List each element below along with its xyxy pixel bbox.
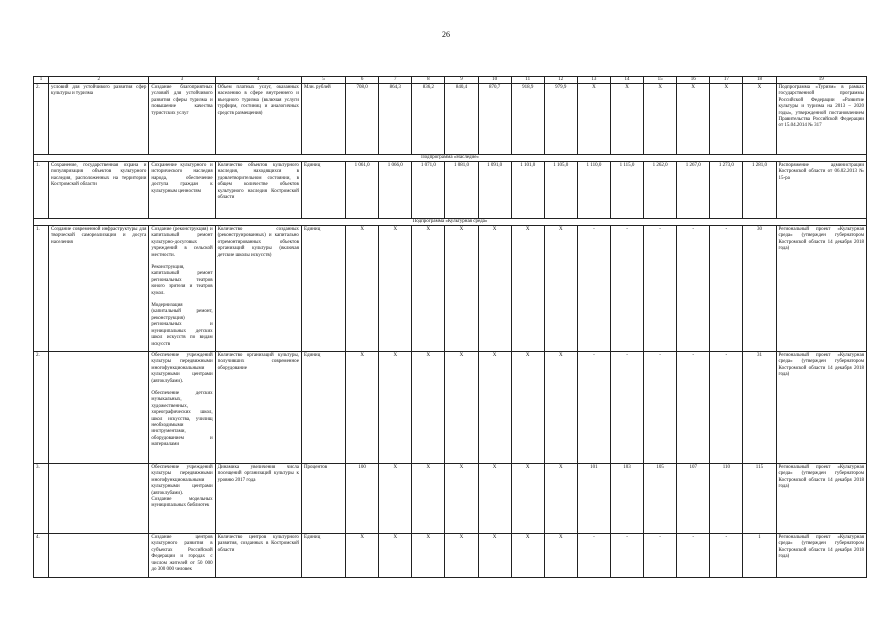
value-cell: 1 081,0 — [445, 162, 478, 219]
value-cell: Х — [379, 352, 412, 464]
value-cell: 1 066,0 — [379, 162, 412, 219]
event-paragraph: Обеспечение учреждений культуры передвижными многофункциональными культурными центрами (автоклубами). — [151, 353, 213, 384]
value-cell: - — [677, 534, 710, 578]
column-number-row — [34, 77, 867, 84]
value-cell: Х — [412, 226, 445, 352]
column-number: 8 — [412, 77, 445, 84]
value-cell: Х — [412, 534, 445, 578]
value-cell: 103 — [610, 464, 643, 534]
section-title: Подпрограмма «Культурная среда» — [34, 219, 867, 226]
value-cell: Х — [445, 464, 478, 534]
value-cell: Х — [346, 226, 379, 352]
value-cell: Х — [544, 352, 577, 464]
value-cell: 979,9 — [544, 84, 577, 155]
value-cell: Х — [511, 352, 544, 464]
task-cell: Сохранение, государственная охрана и популяризация объектов культурного наследия, расположенных на территории Костромской области — [49, 162, 149, 219]
value-cell: 110 — [710, 464, 743, 534]
unit-cell: Единиц — [301, 162, 345, 219]
row-number: 2. — [34, 352, 49, 464]
unit-cell: Единиц — [301, 352, 345, 464]
value-cell: - — [577, 226, 610, 352]
column-number: 14 — [610, 77, 643, 84]
value-cell: Х — [610, 84, 643, 155]
row-number: 2. — [34, 84, 49, 155]
value-cell: 1 101,0 — [511, 162, 544, 219]
section-row-heritage — [34, 155, 867, 162]
value-cell: 1 262,0 — [644, 162, 677, 219]
column-number: 17 — [710, 77, 743, 84]
column-number: 4 — [215, 77, 301, 84]
section-row-culture — [34, 219, 867, 226]
column-number: 10 — [478, 77, 511, 84]
source-cell: Региональный проект «Культурная среда» (утвержден губернатором Костромской области 14 декабря 2018 года) — [776, 464, 866, 534]
value-cell: Х — [544, 534, 577, 578]
value-cell: - — [610, 352, 643, 464]
value-cell: Х — [644, 84, 677, 155]
value-cell: 105 — [644, 464, 677, 534]
column-number: 2 — [49, 77, 149, 84]
column-number: 15 — [644, 77, 677, 84]
value-cell: - — [610, 534, 643, 578]
table-row-culture-1 — [34, 226, 867, 352]
column-number: 11 — [511, 77, 544, 84]
column-number: 5 — [301, 77, 345, 84]
indicator-cell: Количество центров культурного развития, созданных в Костромской области — [215, 534, 301, 578]
value-cell: 30 — [743, 226, 776, 352]
value-cell: Х — [445, 534, 478, 578]
value-cell: Х — [743, 84, 776, 155]
value-cell: 836,2 — [412, 84, 445, 155]
task-cell: Создание современной инфраструктуры для творческой самореализации и досуга населения — [49, 226, 149, 352]
event-paragraph: Обеспечение учреждений культуры передвижными многофункциональными культурными центрами (автоклубами). — [151, 465, 213, 496]
event-paragraph: Создание (реконструкция) и капитальный ремонт культурно-досуговых учреждений в сельской местности. — [151, 227, 213, 258]
row-number: 1. — [34, 162, 49, 219]
indicator-cell: Динамика увеличения числа посещений организаций культуры к уровню 2017 года — [215, 464, 301, 534]
table-row-tourism — [34, 84, 867, 155]
value-cell: Х — [511, 534, 544, 578]
value-cell: Х — [445, 226, 478, 352]
value-cell: 107 — [677, 464, 710, 534]
row-number: 3. — [34, 464, 49, 534]
value-cell: 1 267,0 — [677, 162, 710, 219]
row-number: 1. — [34, 226, 49, 352]
task-cell — [49, 464, 149, 534]
value-cell: Х — [412, 352, 445, 464]
value-cell: Х — [677, 84, 710, 155]
value-cell: 31 — [743, 352, 776, 464]
value-cell: - — [644, 534, 677, 578]
event-cell — [149, 352, 215, 464]
value-cell: 1 071,0 — [412, 162, 445, 219]
value-cell: 1 273,0 — [710, 162, 743, 219]
event-cell: Создание центров культурного развития в субъектах Российской Федерации и городах с числом жителей от 50 000 до 300 000 человек — [149, 534, 215, 578]
table-row-culture-2 — [34, 352, 867, 464]
value-cell: 864,3 — [379, 84, 412, 155]
value-cell: 708,0 — [346, 84, 379, 155]
indicator-cell: Объем платных услуг, оказанных населению в сфере внутреннего и въездного туризма (включая услуги турфирм, гостиниц и аналогичных средств размещения) — [215, 84, 301, 155]
value-cell: Х — [577, 84, 610, 155]
column-number: 9 — [445, 77, 478, 84]
event-paragraph: Модернизация (капитальный ремонт, реконструкция) региональных и муниципальных детских школ искусств по видам искусств — [151, 303, 213, 347]
value-cell: Х — [412, 464, 445, 534]
value-cell: 1 115,0 — [610, 162, 643, 219]
column-number: 3 — [149, 77, 215, 84]
value-cell: 1 — [743, 534, 776, 578]
value-cell: - — [710, 352, 743, 464]
column-number: 12 — [544, 77, 577, 84]
event-paragraph: Реконструкция, капитальный ремонт региональных театров юного зрителя и театров кукол. — [151, 265, 213, 296]
value-cell: 101 — [577, 464, 610, 534]
value-cell: 1 281,0 — [743, 162, 776, 219]
value-cell: - — [577, 534, 610, 578]
value-cell: Х — [445, 352, 478, 464]
row-number: 4. — [34, 534, 49, 578]
value-cell: 870,7 — [478, 84, 511, 155]
table-row-culture-4 — [34, 534, 867, 578]
task-cell: условий для устойчивого развития сфер культуры и туризма — [49, 84, 149, 155]
value-cell: Х — [478, 534, 511, 578]
indicator-cell: Количество созданных (реконструированных) и капитально отремонтированных объектов организаций культуры (включая детские школы искусств) — [215, 226, 301, 352]
value-cell: Х — [478, 464, 511, 534]
value-cell: - — [577, 352, 610, 464]
indicator-cell: Количество организаций культуры, получивших современное оборудование — [215, 352, 301, 464]
value-cell: Х — [346, 534, 379, 578]
source-cell: Региональный проект «Культурная среда» (утвержден губернатором Костромской области 14 декабря 2018 года) — [776, 352, 866, 464]
table-row-culture-3 — [34, 464, 867, 534]
source-cell: Региональный проект «Культурная среда» (утвержден губернатором Костромской области 14 декабря 2018 года) — [776, 226, 866, 352]
value-cell: 1 110,0 — [577, 162, 610, 219]
value-cell: Х — [379, 226, 412, 352]
value-cell: - — [677, 226, 710, 352]
value-cell: Х — [346, 352, 379, 464]
value-cell: Х — [511, 464, 544, 534]
event-paragraph: Обеспечение детских музыкальных, художественных, хореографических школ, школ искусства, училищ необходимыми инструментами, оборудованием и материалами — [151, 391, 213, 448]
event-cell — [149, 226, 215, 352]
value-cell: Х — [544, 464, 577, 534]
value-cell: - — [610, 226, 643, 352]
value-cell: 840,4 — [445, 84, 478, 155]
column-number: 7 — [379, 77, 412, 84]
value-cell: 1 061,0 — [346, 162, 379, 219]
task-cell — [49, 534, 149, 578]
column-number: 1 — [34, 77, 49, 84]
value-cell: 918,9 — [511, 84, 544, 155]
task-cell — [49, 352, 149, 464]
event-paragraph: Создание модельных муниципальных библиотек — [151, 497, 213, 509]
value-cell: - — [644, 352, 677, 464]
value-cell: Х — [379, 534, 412, 578]
value-cell: - — [710, 534, 743, 578]
column-number: 18 — [743, 77, 776, 84]
event-cell: Сохранение культурного и исторического наследия народа, обеспечение доступа граждан к культурным ценностям — [149, 162, 215, 219]
indicator-cell: Количество объектов культурного наследия, находящихся в удовлетворительном состоянии, в общем количестве объектов культурного наследия Костромской области — [215, 162, 301, 219]
source-cell: Подпрограмма «Туризм» в рамках государственной программы Российской Федерации «Развитие культуры и туризма на 2013 – 2020 годы», утвержденной постановлением Правительства Российской Федерации от 15.04.2014 № 317 — [776, 84, 866, 155]
unit-cell: Процентов — [301, 464, 345, 534]
unit-cell: Единиц — [301, 226, 345, 352]
unit-cell: Млн. рублей — [301, 84, 345, 155]
table-row-heritage — [34, 162, 867, 219]
value-cell: Х — [478, 226, 511, 352]
source-cell: Распоряжение администрации Костромской области от 06.02.2013 № 15-ра — [776, 162, 866, 219]
value-cell: Х — [544, 226, 577, 352]
page-number: 26 — [442, 30, 450, 39]
value-cell: Х — [511, 226, 544, 352]
event-cell: Создание благоприятных условий для устойчивого развития сферы туризма и повышение качества туристских услуг — [149, 84, 215, 155]
value-cell: - — [710, 226, 743, 352]
value-cell: - — [677, 352, 710, 464]
source-cell: Региональный проект «Культурная среда» (утвержден губернатором Костромской области 14 декабря 2018 года) — [776, 534, 866, 578]
value-cell: 1 091,0 — [478, 162, 511, 219]
unit-cell: Единиц — [301, 534, 345, 578]
event-cell — [149, 464, 215, 534]
column-number: 16 — [677, 77, 710, 84]
value-cell: 1 105,0 — [544, 162, 577, 219]
column-number: 13 — [577, 77, 610, 84]
value-cell: Х — [379, 464, 412, 534]
value-cell: - — [644, 226, 677, 352]
column-number: 19 — [776, 77, 866, 84]
value-cell: 115 — [743, 464, 776, 534]
value-cell: 100 — [346, 464, 379, 534]
column-number: 6 — [346, 77, 379, 84]
value-cell: Х — [478, 352, 511, 464]
indicators-table — [33, 76, 867, 578]
section-title: Подпрограмма «Наследие» — [34, 155, 867, 162]
value-cell: Х — [710, 84, 743, 155]
